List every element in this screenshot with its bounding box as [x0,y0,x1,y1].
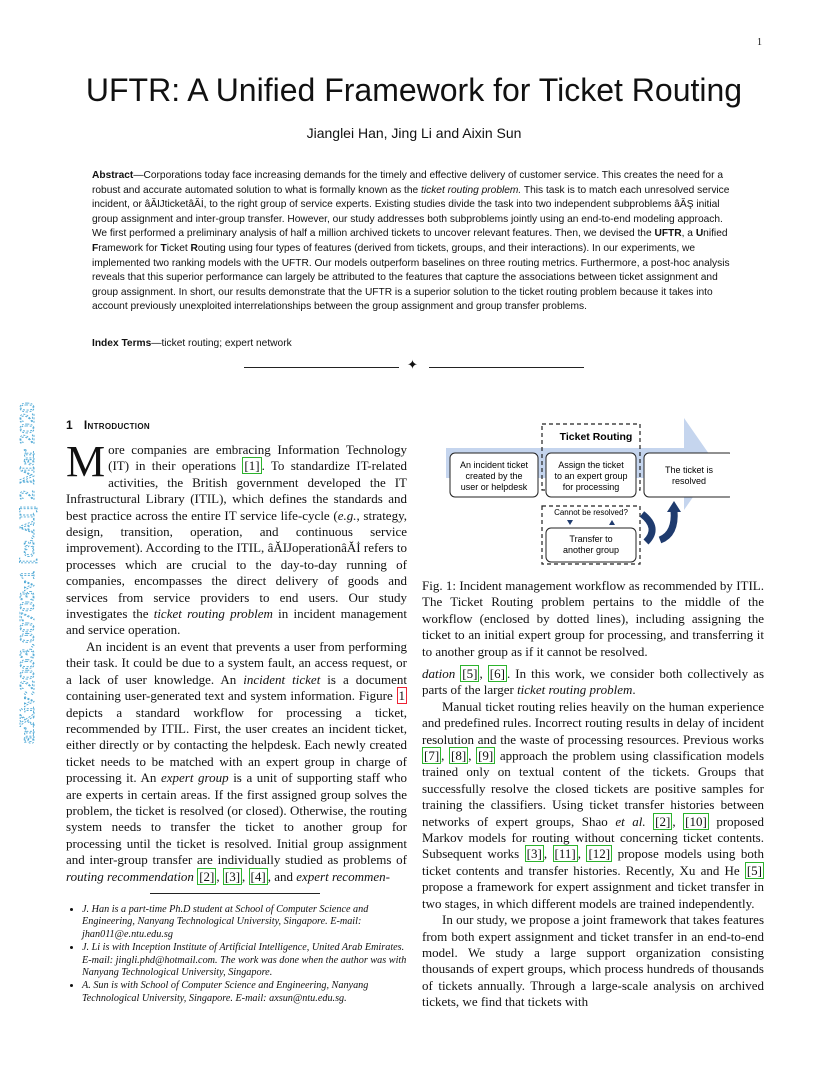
right-paragraph-1 [422,666,764,699]
text: in incident management and service operation. [66,606,407,638]
figure-header: Ticket Routing [559,431,633,443]
text: , and [267,868,297,884]
text: proposed Markov models for routing without concerning ticket contents. Subsequent works [422,813,765,862]
paper-title: UFTR: A Unified Framework for Ticket Routing [85,72,743,108]
citation-link[interactable]: [9] [478,748,494,764]
box4-line2: another group [562,545,620,555]
footnote-rule [150,893,320,894]
abstract-letter-t: T [160,242,167,254]
loop-arrow-icon [642,514,652,542]
section-title: Introduction [83,418,150,432]
text: Manual ticket routing relies heavily on the human experience and predefined rules. Incorrect routing results in delay of incident resolution and the waste of processing resources. Previous works [422,698,764,747]
text: approach the problem using classification models trained only on textual content of the tickets. Groups that successfully resolve the closed tickets are positive samples for training the classifiers. Using ticket transfer histories between networks of expert groups, Shao [422,748,765,829]
index-terms [92,338,740,349]
text: propose models using both ticket contents and transfer histories. Recently, Xu and He [422,846,764,878]
text: , strategy, design, transition, operation, and continuous service improvement). According to the ITIL, âĂĲoperationâĂİ refers to processes which are crucial to the day-to-day running of companies, encompasses the direct delivery of goods and services from service providers to end users. Our study investigates the [66,507,407,622]
text: is a document containing user-generated text and system information. Figure [66,671,407,704]
box2-line3: for processing [562,482,620,492]
figure-caption: Fig. 1: Incident management workflow as recommended by ITIL. The Ticket Routing problem pertains to the middle of the workflow (enclosed by dotted lines), including assigning the ticket to an initial expert group for processing, and transferring it to another group as if it cannot be resolved. [422,578,764,659]
section-divider [244,357,584,374]
abstract-text-2: This task is to match each unresolved service incident, or âĂĲticketâĂİ, to the right group of service experts. Existing studies divide the task into two independent subproblems âĂŞ initial group assignment and inter-group transfer. However, our study addresses both subproblems jointly using an end-to-end modeling approach. We first performed a preliminary analysis of half a million archived tickets to uncover relevant features. Then, we devised the [92,184,730,240]
intro-paragraph-1 [66,437,408,639]
paper-authors: Jianglei Han, Jing Li and Aixin Sun [306,125,522,141]
right-paragraph-2 [422,699,764,912]
right-paragraph-3: In our study, we propose a joint framework that takes features from both expert assignment and ticket transfer in an end-to-end model. We study a large support organization consisting thousands of expert groups, which process hundreds of thousands of tickets annually. Through a large-scale analysis on archived tickets, we find that tickets with [422,912,764,1010]
citation-link[interactable]: [8] [451,748,467,764]
text: . [632,682,636,698]
text: , [543,846,553,862]
text: An incident is an event that prevents a user from performing their task. It could be due to a system fault, an access request, or a lack of user knowledge. An [66,638,407,687]
box3-line2: resolved [671,476,707,486]
section-number: 1 [66,418,73,432]
footnote-item: • J. Li is with Inception Institute of Artificial Intelligence, United Arab Emirates. E-mail: jingli.phd@hotmail.com. The work was done when the author was with Nanyang Technological University, Singapore. [82,942,407,979]
text: expert recommen- [296,868,390,884]
abstract [92,169,740,315]
box3-line1: The ticket is [664,465,714,475]
dropcap: M [66,437,106,486]
citation-link[interactable]: [12] [588,846,611,862]
citation-link[interactable]: [3] [526,846,542,862]
index-terms-label: Index Terms [92,338,152,349]
citation-link[interactable]: [5] [746,862,762,878]
abstract-text-3d: icket [166,242,191,254]
up-arrow-icon [609,520,615,525]
text: . To standardize IT-related activities, the British government developed the IT Infrastructural Library (ITIL), which defines the standards and best practice across the entire IT service life-cycle ( [66,458,408,523]
box1-line3: user or helpdesk [460,482,528,492]
abstract-label: Abstract [92,170,134,181]
text: , [479,666,488,681]
footnote-item: • J. Han is a part-time Ph.D student at School of Computer Science and Engineering, Nanyang Technological University, Singapore. E-mail: jhan011@e.ntu.edu.sg [82,904,407,941]
figure-question: Cannot be resolved? [554,508,628,517]
abstract-uftr: UFTR [654,228,682,240]
citation-link[interactable]: [4] [250,868,266,884]
right-column [422,666,764,1011]
citation-link[interactable]: [10] [685,813,707,829]
figure-link[interactable]: 1 [398,688,405,704]
citation-link[interactable]: [2] [655,813,671,829]
abstract-text-3: , a [681,228,696,240]
arxiv-stamp-text: arXiv:2003.00703v1 [cs.AI] 2 Mar 2020 [15,402,39,744]
box-resolved [644,453,730,497]
text: , [672,813,684,829]
abstract-emphasis: ticket routing problem. [421,184,522,196]
text: ticket routing problem [153,606,273,622]
section-heading [66,418,150,432]
text: propose a framework for expert assignment and ticket transfer in two stages, in which different models are trained independently. [422,879,764,911]
text: , [577,846,587,862]
index-terms-text: —ticket routing; expert network [151,338,292,349]
footnote-item: • A. Sun is with School of Computer Science and Engineering, Nanyang Technological University, Singapore. E-mail: axsun@ntu.edu.sg. [82,980,407,1005]
left-column [66,437,408,885]
box4-line1: Transfer to [569,534,613,544]
box1-line2: created by the [465,471,523,481]
text: incident ticket [243,671,321,687]
text: dation [422,666,456,681]
down-arrow-icon [567,520,573,525]
text: , [468,748,477,764]
box2-line1: Assign the ticket [558,460,624,470]
text: . In this work, we consider both collectively as parts of the larger [422,666,765,698]
page-number: 1 [757,37,762,48]
text: routing recommendation [66,868,194,884]
box1-line1: An incident ticket [459,460,529,470]
citation-link[interactable]: [2] [199,868,215,884]
citation-link[interactable]: [7] [424,748,440,764]
citation-link[interactable]: [5] [462,666,478,681]
abstract-text-1: —Corporations today face increasing demands for the timely and effective delivery of customer service. This creates the need for a robust and accurate automated solution to what is formally known as the [92,170,723,196]
box2-line2: to an expert group [554,471,628,481]
text: ore companies are embracing Information Technology (IT) in their operations [108,442,407,474]
abstract-letter-f: F [92,242,99,254]
citation-link[interactable]: [3] [224,868,241,884]
abstract-text-3c: ramework for [98,242,161,254]
text: is a unit of supporting staff who are experts in certain areas. If the first assigned group solves the problem, the ticket is resolved (or closed). Otherwise, the routing system needs to transfer the ticket to another group for processing until the ticket is resolved. Initial group assignment and inter-group transfer are individually studied as problems of [66,770,408,868]
text: , [242,868,249,884]
text: ticket routing problem [517,682,633,698]
abstract-text-4: outing using four types of features (derived from tickets, groups, and their interactions). In our experiments, we implemented two ranking models with the UFTR. Our models outperform baselines on three routing metrics. Furthermore, a post-hoc analysis reveals that this superior performance can largely be attributed to the features that capture the associations between ticket assignment and group assignment. In short, our results demonstrate that the UFTR is a superior solution to the ticket routing problem because it takes into account previously unexploited interrelationships between the group assignment and group transfer problems. [92,242,730,313]
text: et al. [615,813,646,829]
text: expert group [160,770,229,786]
resolve-arrowhead-icon [667,501,681,512]
text: e.g. [337,507,357,523]
abstract-text-3b: nified [703,228,728,240]
citation-link[interactable]: [6] [489,666,505,681]
abstract-letter-u: U [695,228,704,240]
citation-link[interactable]: [11] [554,846,576,862]
resolve-arrow-icon [660,510,674,540]
text: , [216,868,223,884]
figure-1 [446,418,730,568]
arxiv-stamp [4,266,44,746]
citation-link[interactable]: [1] [244,458,260,474]
footnotes [66,904,407,1006]
text: , [441,748,450,764]
intro-paragraph-2 [66,639,407,885]
divider-star-icon: ✦ [407,357,418,372]
text: depicts a standard workflow for processing a ticket, recommended by ITIL. First, the user creates an incident ticket, either directly or by contacting the helpdesk. Each newly created ticket needs to be matched with an expert group in charge of processing it. An [66,704,407,786]
abstract-letter-r: R [190,242,198,254]
